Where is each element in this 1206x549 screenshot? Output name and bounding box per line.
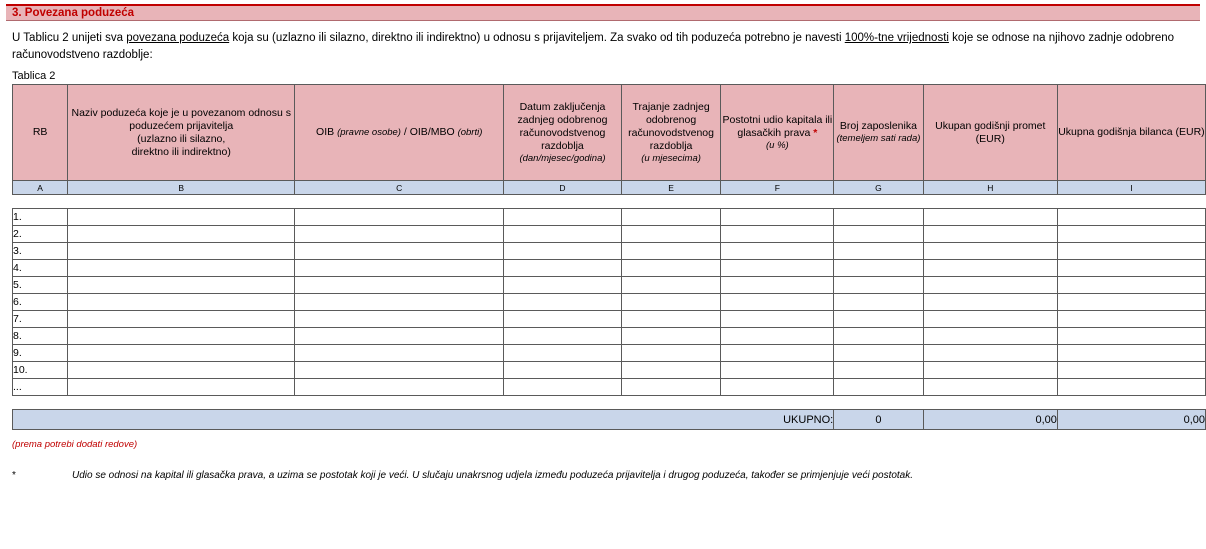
cell-oib[interactable] [295,209,504,226]
table-row [13,345,1206,362]
col-header-capital-share-text: Postotni udio kapitala ili glasačkih prava [722,113,833,139]
cell-company-name[interactable] [68,243,295,260]
cell-duration[interactable] [621,328,721,345]
col-header-capital-share [721,85,834,181]
intro-text-2: koja su (uzlazno ili silazno, direktno ili indirektno) u odnosu s prijaviteljem. Za svako od tih poduzeća potrebno je navesti [229,32,845,44]
cell-closing-date[interactable] [504,294,621,311]
table-spacer-row-2 [13,396,1206,410]
cell-employees[interactable] [834,311,923,328]
table-row [13,209,1206,226]
cell-turnover[interactable] [923,243,1057,260]
section-title: 3. Povezana poduzeća [12,7,135,19]
cell-employees[interactable] [834,294,923,311]
cell-turnover[interactable] [923,209,1057,226]
col-header-company-name [68,85,295,181]
cell-employees[interactable] [834,226,923,243]
section-header-bar [6,4,1200,21]
col-header-capital-share-main [721,114,833,140]
col-header-closing-date-main: Datum zaključenja zadnjeg odobrenog računovodstvenog razdoblja [517,100,608,153]
col-header-company-name-sub: (uzlazno ili silazno, direktno ili indirektno) [131,132,231,158]
cell-closing-date[interactable] [504,311,621,328]
table-caption: Tablica 2 [12,70,56,83]
cell-oib[interactable] [295,328,504,345]
cell-company-name[interactable] [68,260,295,277]
cell-closing-date[interactable] [504,328,621,345]
col-header-rb: RB [13,85,68,181]
cell-employees[interactable] [834,260,923,277]
row-number: 9. [13,345,68,362]
cell-employees[interactable] [834,345,923,362]
cell-oib[interactable] [295,260,504,277]
cell-employees[interactable] [834,328,923,345]
cell-closing-date[interactable] [504,379,621,396]
cell-turnover[interactable] [923,260,1057,277]
spacer-cell [13,195,1206,209]
cell-duration[interactable] [621,226,721,243]
cell-balance[interactable] [1057,345,1205,362]
cell-turnover[interactable] [923,311,1057,328]
cell-balance[interactable] [1057,362,1205,379]
row-number: 1. [13,209,68,226]
table-row [13,226,1206,243]
cell-duration[interactable] [621,243,721,260]
table-row [13,328,1206,345]
cell-closing-date[interactable] [504,277,621,294]
cell-balance[interactable] [1057,379,1205,396]
col-header-oib-bold2: / OIB/MBO [403,126,455,139]
cell-balance[interactable] [1057,243,1205,260]
column-letter-b: B [68,181,295,195]
document-page [0,4,1206,549]
col-header-duration-sub: (u mjesecima) [641,153,701,165]
cell-oib[interactable] [295,379,504,396]
total-turnover: 0,00 [923,410,1057,430]
cell-capital-share[interactable] [721,311,834,328]
table-row [13,243,1206,260]
footnote-text: Udio se odnosi na kapital ili glasačka prava, a uzima se postotak koji je veći. U slučaju unakrsnog udjela između poduzeća prijavitelja i drugog poduzeća, također se primjenjuje veći postotak. [72,470,914,482]
total-balance: 0,00 [1057,410,1205,430]
row-number: ... [13,379,68,396]
cell-oib[interactable] [295,243,504,260]
column-letter-e: E [621,181,721,195]
table-header-row [13,85,1206,181]
footnote-marker: * [12,470,16,482]
cell-balance[interactable] [1057,260,1205,277]
row-number: 4. [13,260,68,277]
table-row [13,362,1206,379]
intro-underline-2: 100%-tne vrijednosti [844,32,949,44]
add-rows-note: (prema potrebi dodati redove) [12,439,138,451]
cell-employees[interactable] [834,362,923,379]
cell-company-name[interactable] [68,209,295,226]
intro-text-1: U Tablicu 2 unijeti sva [12,32,127,44]
column-letter-i: I [1057,181,1205,195]
cell-turnover[interactable] [923,379,1057,396]
spacer-cell [13,396,1206,410]
col-header-oib [295,85,504,181]
cell-closing-date[interactable] [504,209,621,226]
col-header-turnover: Ukupan godišnji promet (EUR) [923,85,1057,181]
cell-oib[interactable] [295,311,504,328]
cell-duration[interactable] [621,311,721,328]
row-number: 6. [13,294,68,311]
cell-oib[interactable] [295,345,504,362]
cell-balance[interactable] [1057,294,1205,311]
cell-capital-share[interactable] [721,362,834,379]
column-letter-f: F [721,181,834,195]
cell-duration[interactable] [621,345,721,362]
row-number: 2. [13,226,68,243]
cell-company-name[interactable] [68,328,295,345]
row-number: 3. [13,243,68,260]
table-spacer-row [13,195,1206,209]
cell-turnover[interactable] [923,362,1057,379]
total-employees: 0 [834,410,923,430]
table-row [13,277,1206,294]
cell-company-name[interactable] [68,362,295,379]
cell-oib[interactable] [295,362,504,379]
cell-balance[interactable] [1057,328,1205,345]
column-letter-g: G [834,181,923,195]
cell-employees[interactable] [834,243,923,260]
col-header-oib-italic2: (obrti) [457,127,483,139]
row-number: 8. [13,328,68,345]
cell-employees[interactable] [834,277,923,294]
table-row [13,294,1206,311]
col-header-oib-bold1: OIB [316,126,335,139]
cell-capital-share[interactable] [721,209,834,226]
table-total-row [13,410,1206,430]
cell-capital-share[interactable] [721,345,834,362]
cell-duration[interactable] [621,277,721,294]
col-header-employees-sub: (temeljem sati rada) [836,133,921,145]
cell-duration[interactable] [621,209,721,226]
footnote [12,470,1206,481]
col-header-oib-italic1: (pravne osobe) [337,127,401,139]
asterisk-icon: * [813,126,818,139]
col-header-duration-main: Trajanje zadnjeg odobrenog računovodstvenog razdoblja [628,100,714,153]
column-letter-row [13,181,1206,195]
cell-employees[interactable] [834,209,923,226]
cell-turnover[interactable] [923,345,1057,362]
cell-capital-share[interactable] [721,328,834,345]
table-row [13,379,1206,396]
cell-capital-share[interactable] [721,277,834,294]
total-label: UKUPNO: [13,410,834,430]
cell-closing-date[interactable] [504,260,621,277]
cell-capital-share[interactable] [721,379,834,396]
intro-text-3: koje se odnose na njihovo zadnje odobreno računovodstveno razdoblje: [12,32,1175,61]
col-header-employees-main: Broj zaposlenika [839,120,917,133]
cell-company-name[interactable] [68,311,295,328]
cell-capital-share[interactable] [721,226,834,243]
col-header-balance: Ukupna godišnja bilanca (EUR) [1057,85,1205,181]
cell-turnover[interactable] [923,226,1057,243]
col-header-capital-share-sub: (u %) [766,140,789,152]
cell-capital-share[interactable] [721,294,834,311]
col-header-duration [621,85,721,181]
row-number: 10. [13,362,68,379]
cell-turnover[interactable] [923,277,1057,294]
intro-underline-1: povezana poduzeća [126,32,230,44]
cell-oib[interactable] [295,226,504,243]
cell-balance[interactable] [1057,209,1205,226]
intro-paragraph [12,30,1196,63]
cell-closing-date[interactable] [504,345,621,362]
cell-oib[interactable] [295,277,504,294]
col-header-closing-date-sub: (dan/mjesec/godina) [519,153,606,165]
cell-closing-date[interactable] [504,226,621,243]
column-letter-c: C [295,181,504,195]
column-letter-h: H [923,181,1057,195]
cell-turnover[interactable] [923,328,1057,345]
column-letter-d: D [504,181,621,195]
cell-company-name[interactable] [68,379,295,396]
cell-company-name[interactable] [68,345,295,362]
cell-balance[interactable] [1057,226,1205,243]
cell-closing-date[interactable] [504,362,621,379]
cell-duration[interactable] [621,362,721,379]
col-header-employees [834,85,923,181]
cell-capital-share[interactable] [721,243,834,260]
table-row [13,311,1206,328]
cell-company-name[interactable] [68,277,295,294]
col-header-company-name-main: Naziv poduzeća koje je u povezanom odnosu s poduzećem prijavitelja [71,106,291,132]
cell-closing-date[interactable] [504,243,621,260]
cell-oib[interactable] [295,294,504,311]
cell-company-name[interactable] [68,294,295,311]
col-header-closing-date [504,85,621,181]
cell-employees[interactable] [834,379,923,396]
cell-balance[interactable] [1057,311,1205,328]
cell-duration[interactable] [621,260,721,277]
cell-capital-share[interactable] [721,260,834,277]
cell-turnover[interactable] [923,294,1057,311]
row-number: 7. [13,311,68,328]
cell-balance[interactable] [1057,277,1205,294]
column-letter-a: A [13,181,68,195]
table-row [13,260,1206,277]
cell-duration[interactable] [621,294,721,311]
cell-duration[interactable] [621,379,721,396]
cell-company-name[interactable] [68,226,295,243]
row-number: 5. [13,277,68,294]
related-companies-table [12,84,1206,430]
